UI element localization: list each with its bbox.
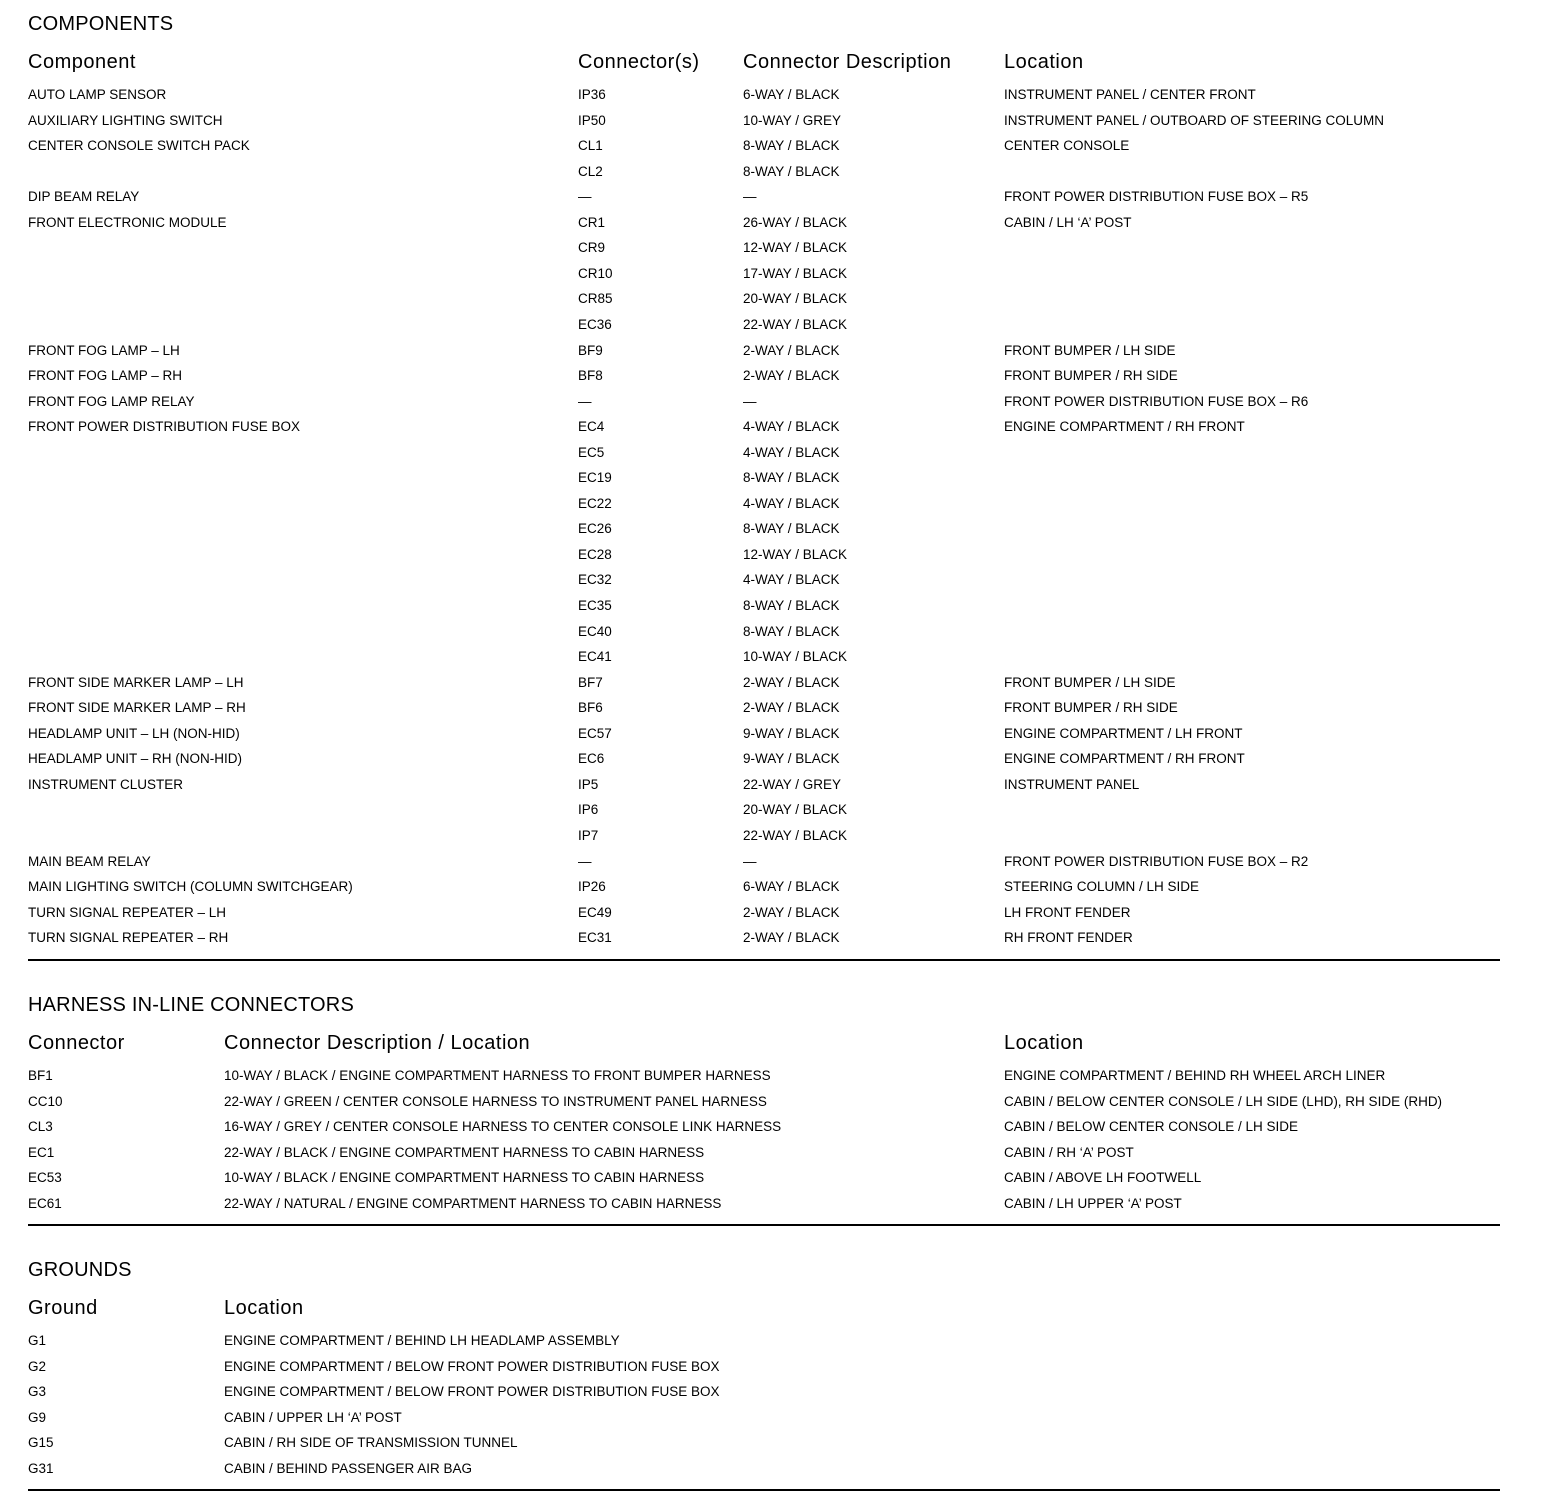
grounds-section (28, 0, 1500, 1500)
ground-cell-id: G3 (28, 1384, 47, 1400)
ground-cell-location: CABIN / BEHIND PASSENGER AIR BAG (224, 1460, 473, 1476)
component-cell-name: TURN SIGNAL REPEATER – RH (28, 930, 229, 946)
component-cell-location: FRONT BUMPER / RH SIDE (1004, 700, 1178, 716)
component-cell-connector: IP26 (578, 879, 606, 895)
component-cell-description: 20-WAY / BLACK (743, 291, 848, 307)
component-cell-description: 2-WAY / BLACK (743, 930, 840, 946)
component-cell-name: DIP BEAM RELAY (28, 189, 140, 205)
harness-title: HARNESS IN-LINE CONNECTORS (28, 994, 354, 1016)
components-header-connectors: Connector(s) (578, 51, 700, 73)
component-cell-connector: EC40 (578, 623, 612, 639)
ground-cell-location: ENGINE COMPARTMENT / BELOW FRONT POWER DISTRIBUTION FUSE BOX (224, 1358, 720, 1374)
component-cell-connector: EC57 (578, 725, 612, 741)
component-cell-connector: EC6 (578, 751, 605, 767)
ground-cell-location: CABIN / UPPER LH ‘A’ POST (224, 1409, 402, 1425)
ground-cell-id: G1 (28, 1333, 47, 1348)
component-cell-connector: IP36 (578, 87, 606, 102)
component-cell-location: FRONT POWER DISTRIBUTION FUSE BOX – R5 (1004, 189, 1309, 205)
harness-cell-connector: BF1 (28, 1068, 53, 1083)
component-cell-connector: IP7 (578, 827, 599, 843)
harness-cell-location: CABIN / LH UPPER ‘A’ POST (1004, 1195, 1182, 1211)
harness-header-description: Connector Description / Location (224, 1032, 531, 1054)
component-cell-name: FRONT FOG LAMP RELAY (28, 393, 195, 409)
component-cell-connector: CL2 (578, 163, 603, 179)
harness-cell-connector: EC1 (28, 1144, 55, 1160)
harness-cell-description: 22-WAY / BLACK / ENGINE COMPARTMENT HARNESS TO CABIN HARNESS (224, 1144, 705, 1160)
component-cell-description: 12-WAY / BLACK (743, 546, 848, 562)
component-cell-name: MAIN BEAM RELAY (28, 853, 151, 869)
grounds-header-location: Location (224, 1297, 304, 1319)
component-cell-description: 2-WAY / BLACK (743, 342, 840, 358)
component-cell-connector: EC28 (578, 546, 612, 562)
components-header-component: Component (28, 51, 136, 73)
component-cell-name: INSTRUMENT CLUSTER (28, 776, 184, 792)
component-cell-connector: IP50 (578, 112, 606, 128)
component-cell-description: 9-WAY / BLACK (743, 725, 840, 741)
harness-header-connector: Connector (28, 1032, 125, 1054)
component-cell-location: RH FRONT FENDER (1004, 930, 1133, 946)
component-cell-connector: EC26 (578, 521, 612, 537)
component-cell-name: FRONT SIDE MARKER LAMP – LH (28, 674, 244, 690)
component-cell-description: 4-WAY / BLACK (743, 495, 840, 511)
component-cell-name: TURN SIGNAL REPEATER – LH (28, 904, 227, 920)
component-cell-description: 8-WAY / BLACK (743, 598, 840, 613)
component-cell-description: 2-WAY / BLACK (743, 700, 840, 716)
harness-cell-description: 22-WAY / GREEN / CENTER CONSOLE HARNESS TO INSTRUMENT PANEL HARNESS (224, 1093, 767, 1109)
component-cell-description: 22-WAY / BLACK (743, 316, 848, 332)
component-cell-connector: BF9 (578, 342, 603, 358)
ground-cell-location: CABIN / RH SIDE OF TRANSMISSION TUNNEL (224, 1435, 518, 1451)
component-cell-name: AUXILIARY LIGHTING SWITCH (28, 112, 223, 128)
component-cell-connector: CR9 (578, 240, 606, 256)
harness-cell-description: 22-WAY / NATURAL / ENGINE COMPARTMENT HARNESS TO CABIN HARNESS (224, 1195, 722, 1211)
component-cell-name: AUTO LAMP SENSOR (28, 87, 167, 102)
component-cell-description: 4-WAY / BLACK (743, 444, 840, 460)
component-cell-location: CENTER CONSOLE (1004, 138, 1130, 154)
component-cell-description: — (743, 393, 757, 409)
component-cell-description: 20-WAY / BLACK (743, 802, 848, 818)
ground-cell-id: G15 (28, 1435, 54, 1451)
component-cell-location: CABIN / LH ‘A’ POST (1004, 214, 1132, 230)
component-cell-connector: EC32 (578, 572, 612, 588)
component-cell-location: LH FRONT FENDER (1004, 904, 1131, 920)
ground-cell-id: G2 (28, 1358, 47, 1374)
component-cell-location: FRONT POWER DISTRIBUTION FUSE BOX – R2 (1004, 853, 1309, 869)
component-cell-connector: EC49 (578, 904, 612, 920)
component-cell-location: FRONT BUMPER / LH SIDE (1004, 674, 1176, 690)
component-cell-connector: CR1 (578, 214, 606, 230)
component-cell-connector: — (578, 853, 592, 869)
ground-cell-location: ENGINE COMPARTMENT / BEHIND LH HEADLAMP ASSEMBLY (224, 1333, 620, 1348)
grounds-header-ground: Ground (28, 1297, 98, 1319)
harness-cell-connector: EC53 (28, 1170, 62, 1186)
ground-cell-location: ENGINE COMPARTMENT / BELOW FRONT POWER DISTRIBUTION FUSE BOX (224, 1384, 720, 1400)
component-cell-location: ENGINE COMPARTMENT / RH FRONT (1004, 419, 1245, 435)
component-cell-name: FRONT POWER DISTRIBUTION FUSE BOX (28, 419, 301, 435)
component-cell-name: MAIN LIGHTING SWITCH (COLUMN SWITCHGEAR) (28, 879, 353, 895)
component-cell-name: FRONT SIDE MARKER LAMP – RH (28, 700, 246, 716)
component-cell-description: 10-WAY / GREY (743, 112, 842, 128)
component-cell-connector: — (578, 189, 592, 205)
component-cell-description: 12-WAY / BLACK (743, 240, 848, 256)
component-cell-description: 8-WAY / BLACK (743, 623, 840, 639)
component-cell-description: 2-WAY / BLACK (743, 368, 840, 384)
component-cell-location: ENGINE COMPARTMENT / RH FRONT (1004, 751, 1245, 767)
components-header-location: Location (1004, 51, 1084, 73)
component-cell-name: CENTER CONSOLE SWITCH PACK (28, 138, 250, 154)
component-cell-description: 9-WAY / BLACK (743, 751, 840, 767)
harness-cell-location: CABIN / BELOW CENTER CONSOLE / LH SIDE (LHD), RH SIDE (RHD) (1004, 1093, 1443, 1109)
component-cell-connector: IP5 (578, 776, 599, 792)
grounds-divider (28, 1489, 1500, 1491)
component-cell-description: 26-WAY / BLACK (743, 214, 848, 230)
component-cell-connector: IP6 (578, 802, 599, 818)
component-cell-name: HEADLAMP UNIT – RH (NON-HID) (28, 751, 243, 767)
harness-header-location: Location (1004, 1032, 1084, 1054)
component-cell-location: FRONT POWER DISTRIBUTION FUSE BOX – R6 (1004, 393, 1309, 409)
grounds-title: GROUNDS (28, 1259, 132, 1281)
component-cell-location: FRONT BUMPER / LH SIDE (1004, 342, 1176, 358)
component-cell-description: 17-WAY / BLACK (743, 265, 848, 281)
harness-cell-connector: CC10 (28, 1093, 63, 1109)
ground-cell-id: G9 (28, 1409, 47, 1425)
component-cell-location: FRONT BUMPER / RH SIDE (1004, 368, 1178, 384)
component-cell-connector: EC35 (578, 598, 612, 613)
component-cell-connector: — (578, 393, 592, 409)
component-cell-description: 4-WAY / BLACK (743, 572, 840, 588)
component-cell-connector: EC41 (578, 649, 612, 665)
component-cell-description: 10-WAY / BLACK (743, 649, 848, 665)
component-cell-connector: EC19 (578, 470, 612, 486)
component-cell-connector: EC36 (578, 316, 612, 332)
component-cell-description: 2-WAY / BLACK (743, 904, 840, 920)
component-cell-name: FRONT FOG LAMP – RH (28, 368, 183, 384)
harness-cell-location: CABIN / RH ‘A’ POST (1004, 1144, 1134, 1160)
components-title: COMPONENTS (28, 13, 174, 35)
component-cell-description: 8-WAY / BLACK (743, 470, 840, 486)
component-cell-connector: CL1 (578, 138, 603, 154)
component-cell-description: — (743, 853, 757, 869)
component-cell-description: 22-WAY / GREY (743, 776, 842, 792)
harness-cell-location: CABIN / BELOW CENTER CONSOLE / LH SIDE (1004, 1119, 1299, 1135)
harness-cell-location: ENGINE COMPARTMENT / BEHIND RH WHEEL ARCH LINER (1004, 1068, 1386, 1083)
components-header-description: Connector Description (743, 51, 952, 73)
component-cell-description: 8-WAY / BLACK (743, 138, 840, 154)
component-cell-name: FRONT FOG LAMP – LH (28, 342, 180, 358)
component-cell-connector: EC4 (578, 419, 605, 435)
component-cell-name: HEADLAMP UNIT – LH (NON-HID) (28, 725, 240, 741)
component-cell-description: — (743, 189, 757, 205)
component-cell-connector: BF6 (578, 700, 603, 716)
component-cell-description: 22-WAY / BLACK (743, 827, 848, 843)
harness-cell-connector: EC61 (28, 1195, 62, 1211)
component-cell-description: 6-WAY / BLACK (743, 879, 840, 895)
component-cell-location: STEERING COLUMN / LH SIDE (1004, 879, 1200, 895)
component-cell-location: ENGINE COMPARTMENT / LH FRONT (1004, 725, 1243, 741)
harness-cell-description: 10-WAY / BLACK / ENGINE COMPARTMENT HARNESS TO FRONT BUMPER HARNESS (224, 1068, 771, 1083)
component-cell-location: INSTRUMENT PANEL / CENTER FRONT (1004, 87, 1256, 102)
component-cell-description: 8-WAY / BLACK (743, 521, 840, 537)
harness-cell-location: CABIN / ABOVE LH FOOTWELL (1004, 1170, 1202, 1186)
component-cell-connector: EC5 (578, 444, 605, 460)
component-cell-location: INSTRUMENT PANEL / OUTBOARD OF STEERING COLUMN (1004, 112, 1385, 128)
component-cell-connector: EC22 (578, 495, 612, 511)
component-cell-description: 6-WAY / BLACK (743, 87, 840, 102)
component-cell-connector: BF7 (578, 674, 603, 690)
component-cell-connector: EC31 (578, 930, 612, 946)
harness-cell-description: 16-WAY / GREY / CENTER CONSOLE HARNESS TO CENTER CONSOLE LINK HARNESS (224, 1119, 782, 1135)
harness-cell-connector: CL3 (28, 1119, 53, 1135)
component-cell-description: 8-WAY / BLACK (743, 163, 840, 179)
harness-cell-description: 10-WAY / BLACK / ENGINE COMPARTMENT HARNESS TO CABIN HARNESS (224, 1170, 705, 1186)
component-cell-location: INSTRUMENT PANEL (1004, 776, 1140, 792)
component-cell-description: 2-WAY / BLACK (743, 674, 840, 690)
ground-cell-id: G31 (28, 1460, 54, 1476)
component-cell-name: FRONT ELECTRONIC MODULE (28, 214, 227, 230)
component-cell-description: 4-WAY / BLACK (743, 419, 840, 435)
component-cell-connector: CR10 (578, 265, 613, 281)
component-cell-connector: BF8 (578, 368, 603, 384)
component-cell-connector: CR85 (578, 291, 613, 307)
